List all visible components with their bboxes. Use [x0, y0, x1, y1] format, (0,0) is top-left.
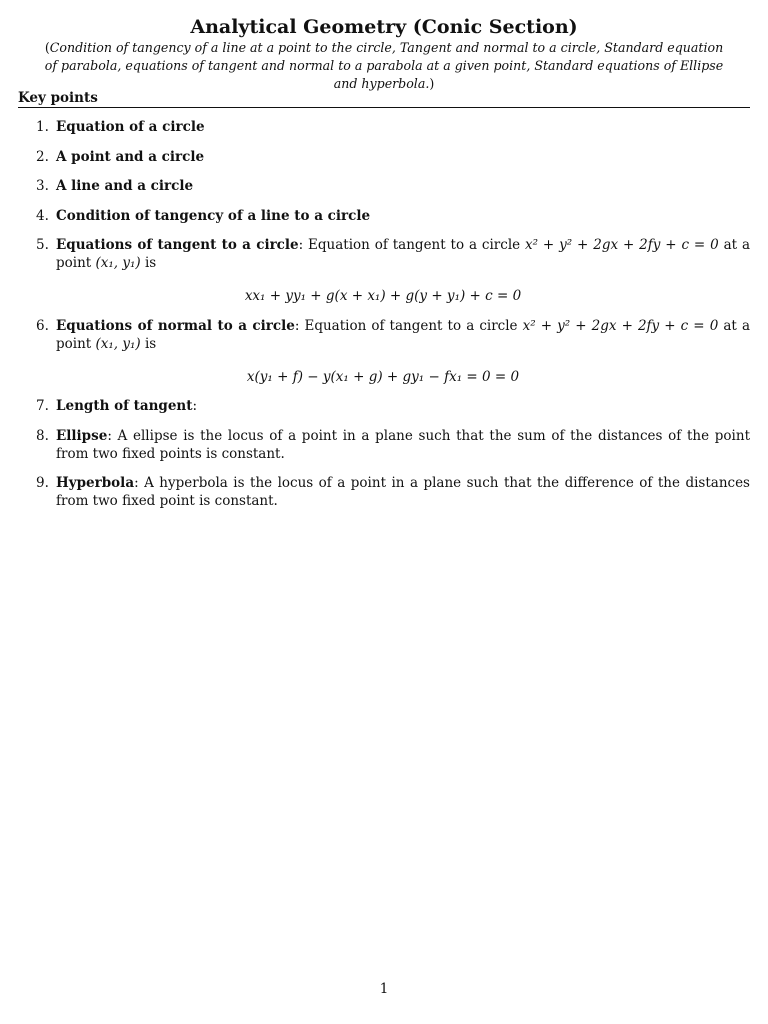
item-text: : A hyperbola is the locus of a point in a plane such that the difference of the distances from two fixed point is constant. — [56, 475, 750, 509]
item-number: 7. — [36, 398, 49, 414]
tangent-formula: xx₁ + yy₁ + g(x + x₁) + g(y + y₁) + c = 0 — [244, 288, 522, 304]
item-label: Equation of a circle — [56, 119, 205, 135]
item-text: is — [140, 335, 157, 352]
circle-equation-inline: x² + y² + 2gx + 2fy + c = 0 — [522, 317, 719, 334]
item-number: 3. — [36, 178, 49, 194]
item-label: Equations of normal to a circle — [56, 317, 295, 334]
item-text: at a point — [56, 237, 750, 271]
item-text: at a point — [56, 317, 750, 352]
section-heading-key-points: Key points — [18, 90, 750, 108]
item-number: 5. — [36, 237, 49, 253]
item-number: 9. — [36, 475, 49, 491]
item-label: A line and a circle — [56, 178, 194, 194]
key-points-list — [0, 118, 768, 522]
list-item — [0, 177, 768, 195]
document-subtitle — [40, 39, 728, 93]
subtitle-open-paren: ( — [44, 40, 50, 55]
point-notation: (x₁, y₁) — [95, 255, 141, 271]
item-label: Hyperbola — [56, 475, 135, 491]
item-number: 8. — [36, 427, 49, 444]
item-text: : — [192, 398, 198, 414]
list-item — [0, 148, 768, 166]
circle-equation-inline: x² + y² + 2gx + 2fy + c = 0 — [525, 237, 719, 253]
list-item — [0, 427, 768, 463]
item-number: 4. — [36, 207, 49, 224]
list-item — [0, 317, 768, 386]
item-number: 1. — [36, 119, 49, 135]
item-text: is — [140, 255, 157, 271]
item-text: : Equation of tangent to a circle — [298, 237, 526, 253]
item-number: 2. — [36, 148, 49, 165]
item-label: Ellipse — [56, 427, 108, 444]
normal-formula: x(y₁ + f) − y(x₁ + g) + gy₁ − fx₁ = 0 = 0 — [246, 368, 520, 385]
subtitle-text: Condition of tangency of a line at a point to the circle, Tangent and normal to a circle, Standard equation of parabola, equations of tangent and normal to a parabola at a given point, Standard equations of Ellipse and hyperbola. — [44, 40, 724, 91]
item-label: Length of tangent — [56, 398, 193, 414]
item-number: 6. — [36, 317, 49, 334]
item-label: Equations of tangent to a circle — [56, 237, 299, 253]
list-item — [0, 207, 768, 225]
list-item — [0, 397, 768, 415]
document-title: Analytical Geometry (Conic Section) — [190, 16, 578, 38]
list-item — [0, 118, 768, 136]
item-text: : Equation of tangent to a circle — [294, 317, 523, 334]
subtitle-close-paren: ) — [429, 76, 435, 91]
list-item — [0, 236, 768, 305]
page-number: 1 — [379, 981, 389, 997]
item-label: Condition of tangency of a line to a circle — [56, 207, 371, 224]
item-label: A point and a circle — [56, 148, 205, 165]
item-text: : A ellipse is the locus of a point in a plane such that the sum of the distances of the point from two fixed points is constant. — [56, 427, 750, 462]
point-notation: (x₁, y₁) — [95, 335, 141, 352]
list-item — [0, 474, 768, 510]
